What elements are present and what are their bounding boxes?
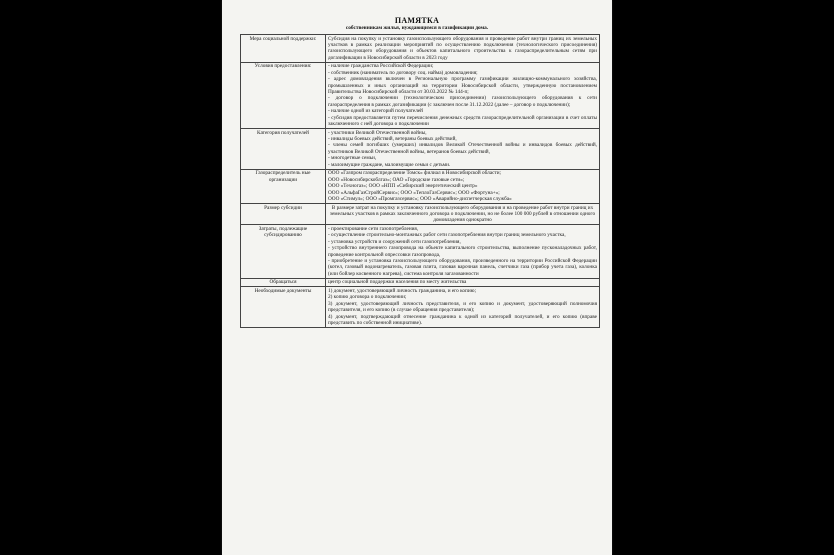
row-label: Размер субсидии [241, 203, 326, 224]
row-value-line: ООО «Газпром газораспределение Томск» филиал в Новосибирской области; [328, 170, 502, 177]
row-value-line: - многодетные семьи, [328, 155, 377, 162]
row-value-line: - приобретение и установка газоиспользующего оборудования, произведенного на территории Российской Федерации (котел, газовый водонагреватель, газовая плита, газовая варочная панель, счетчики газа (прибор учета газа), колонка (или бойлер косвенного нагрева), система контроля загазованности [328, 257, 597, 277]
row-value-line: - адрес домовладения включен в Региональную программу газификации жилищно-коммунального хозяйства, промышленных и иных организаций на территории Новосибирской области, утвержденную постановлением Правительства Новосибирской области от 30.03.2022 № 144-п; [328, 76, 597, 96]
row-value [326, 287, 600, 328]
row-value-line: ООО «Стимул»; ООО «Промгазсервис»; ООО «Аварийно-диспетчерская служба» [328, 195, 512, 202]
row-value [326, 225, 600, 278]
row-value-line: - малоимущие граждане, малоимущие семьи с детьми. [328, 161, 451, 168]
row-label: Газораспределитель ные организации [241, 169, 326, 203]
row-label: Обращаться [241, 278, 326, 287]
row-value-line: 2) копию договора о подключении; [328, 294, 407, 301]
table-row [241, 287, 600, 328]
row-value-line: - инвалиды боевых действий, ветераны боевых действий, [328, 136, 457, 143]
row-value-line: - осуществление строительно-монтажных работ сети газопотребления внутри границ земельного участка, [328, 232, 566, 239]
row-value-line: - договор о подключении (технологическом присоединении) газоиспользующего оборудования к сети газораспределения в рамках догазификации (с заключен после 31.12.2022 (далее – договор о подключении); [328, 95, 597, 108]
row-label: Условия предоставления: [241, 62, 326, 128]
row-value-line: - проектирование сети газопотребления, [328, 225, 419, 232]
row-label: Мера социальной поддержки: [241, 35, 326, 63]
row-label: Необходимые документы [241, 287, 326, 328]
row-label: Категория получателей [241, 129, 326, 170]
row-value-line: - субсидия предоставляется путем перечисления денежных средств газораспределительной организации в счет оплаты заключенного с ней договора о подключении [328, 114, 597, 128]
row-value [326, 169, 600, 203]
row-value [326, 62, 600, 128]
table-row [241, 278, 600, 287]
row-value-line: - собственник (наниматель по договору соц. найма) домовладения; [328, 69, 478, 76]
row-value-line: В размере затрат на покупку и установку газоиспользующего оборудования и на проведение работ внутри границ их земельных участков в рамках заключенного договора о подключении, но не более 100 000 рублей в отношении одного домовладения однократно [329, 204, 596, 224]
row-value-line: - участники Великой Отечественной войны, [328, 129, 427, 136]
table-row [241, 62, 600, 128]
row-value-line: Субсидия на покупку и установку газоиспользующего оборудования и проведение работ внутри границ их земельных участков в рамках реализации мероприятий по осуществлению подключения (технологического присоединения) газоиспользующего оборудования и объектов капитального строительства к газораспределительным сетям при догазификации в Новосибирской области в 2023 году [328, 35, 597, 61]
memo-table-body [241, 35, 600, 328]
row-value [326, 203, 600, 224]
document-subtitle: собственникам жилья, нуждающимся в газификации дома. [345, 25, 489, 31]
row-value-line: 1) документ, удостоверяющий личность гражданина, и его копию; [328, 287, 477, 294]
row-value-line: ООО «Техногаз»; ООО «НПП «Сибирский энергетический центр» [328, 183, 478, 190]
row-value-line: - наличие одной из категорий получателей [328, 108, 423, 115]
row-value-line: - установка устройств и сооружений сети газопотребления, [328, 238, 461, 245]
row-value-line: 3) документ, удостоверяющий личность представителя, и его копию и документ, удостоверяющий полномочия представителя, и его копию (в случае обращения представителя); [328, 300, 597, 314]
row-value [326, 35, 600, 63]
document-page [222, 0, 612, 555]
row-value-line: ООО «АльфаГазСтройСервис»; ООО «ТеплоГазСервис»; ООО «Фортуна+»; [328, 189, 500, 196]
table-row [241, 129, 600, 170]
row-value-line: - наличие гражданства Российской Федерации; [328, 63, 434, 70]
row-value-line: - члены семей погибших (умерших) инвалидов Великой Отечественной войны и инвалидов боевых действий, участников Великой Отечественной войны, ветеранов боевых действий, [328, 142, 597, 155]
table-row [241, 35, 600, 63]
document-title: ПАМЯТКА [394, 16, 440, 25]
row-value [326, 278, 600, 287]
memo-table [240, 34, 600, 328]
table-row [241, 225, 600, 278]
row-value-line: 4) документ, подтверждающий отнесение гражданина к одной из категорий получателей, и его копию (вправе представить по собственной инициативе). [328, 313, 597, 326]
row-value [326, 129, 600, 170]
table-row [241, 203, 600, 224]
row-value-line: ООО «Новосибирскоблгаз»; ОАО «Городские газовые сети»; [328, 176, 465, 183]
row-label: Затраты, подлежащие субсидированию [241, 225, 326, 278]
row-value-line: - устройство внутреннего газопровода на объекте капитального строительства, выполнение пусконаладочных работ, проведение контрольной опрессовки газопровода, [328, 245, 597, 258]
row-value-line: центр социальной поддержки населения по месту жительства [328, 279, 467, 286]
table-row [241, 169, 600, 203]
